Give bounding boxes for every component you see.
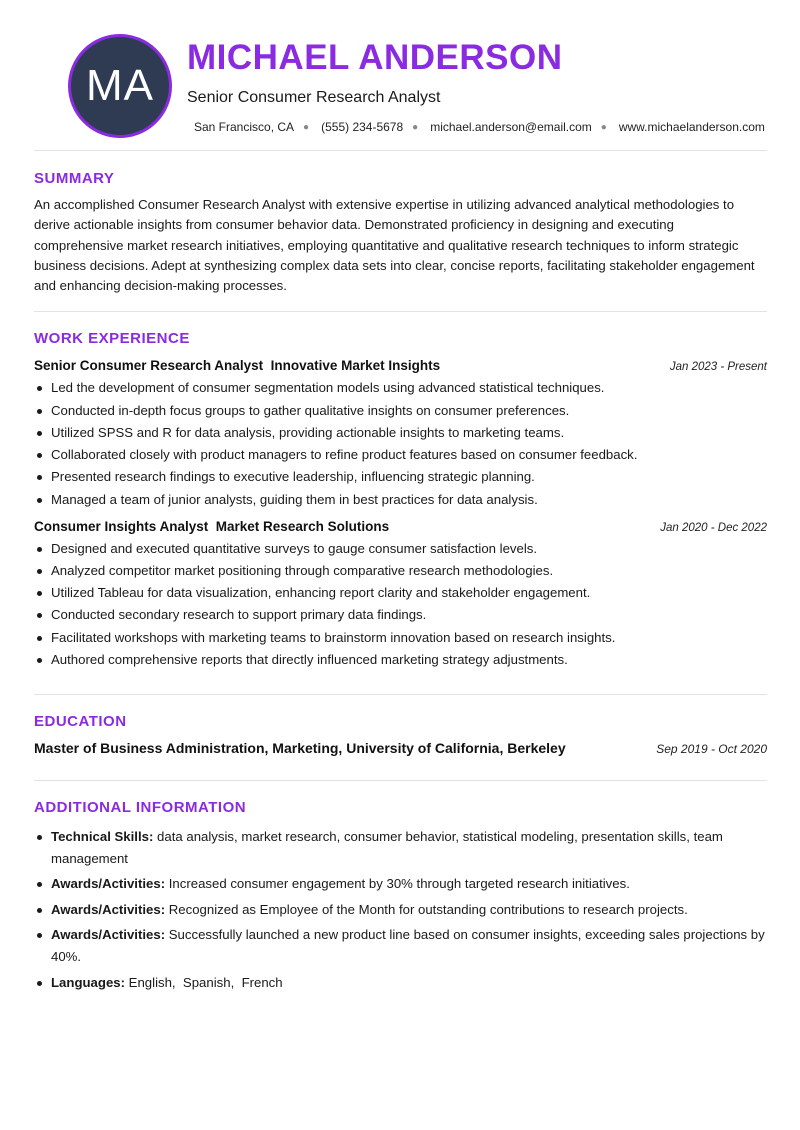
additional-list — [34, 826, 767, 994]
list-item — [34, 873, 767, 895]
contact-phone: (555) 234-5678 — [321, 120, 404, 134]
list-item: Utilized SPSS and R for data analysis, providing actionable insights to marketing teams. — [34, 422, 767, 444]
list-item — [34, 826, 767, 870]
item-text: Recognized as Employee of the Month for outstanding contributions to research projects. — [165, 901, 688, 917]
list-item — [34, 972, 767, 994]
bullet-separator-icon: ● — [303, 121, 310, 133]
list-item: Collaborated closely with product managers to refine product features based on consumer feedback. — [34, 444, 767, 466]
job-title: Consumer Insights Analyst Market Research Solutions — [34, 518, 390, 534]
item-label: Languages: — [51, 975, 126, 991]
degree-title: Master of Business Administration, Marketing, University of California, Berkeley — [34, 739, 566, 756]
list-item: Managed a team of junior analysts, guiding them in best practices for data analysis. — [34, 489, 767, 511]
item-text: English, Spanish, French — [125, 975, 283, 991]
job-entry — [34, 519, 767, 671]
list-item: Conducted in-depth focus groups to gather qualitative insights on consumer preferences. — [34, 400, 767, 422]
job-bullets — [34, 377, 767, 510]
bullet-separator-icon: ● — [412, 121, 419, 133]
section-heading-education: EDUCATION — [34, 712, 127, 730]
contact-row — [194, 120, 765, 134]
job-entry — [34, 358, 767, 510]
list-item: Analyzed competitor market positioning through comparative research methodologies. — [34, 560, 767, 582]
experience-section — [34, 312, 767, 670]
additional-section — [34, 781, 767, 994]
summary-section — [34, 151, 767, 296]
list-item: Utilized Tableau for data visualization, enhancing report clarity and stakeholder engagement. — [34, 582, 767, 604]
list-item: Designed and executed quantitative surveys to gauge consumer satisfaction levels. — [34, 538, 767, 560]
education-date: Sep 2019 - Oct 2020 — [656, 741, 767, 756]
summary-text: An accomplished Consumer Research Analyst with extensive expertise in utilizing advanced analytical methodologies to derive actionable insights from consumer behavior data. Demonstrated proficiency in designing and executing comprehensive market research initiatives, employing quantitative and qualitative research techniques to inform strategic business decisions. Adept at synthesizing complex data sets into clear, concise reports, facilitating stakeholder engagement and enhancing decision-making processes. — [34, 197, 755, 294]
candidate-title: Senior Consumer Research Analyst — [187, 89, 441, 106]
education-section — [34, 695, 767, 756]
candidate-name: MICHAEL ANDERSON — [187, 38, 563, 77]
item-label: Awards/Activities: — [51, 901, 166, 917]
item-label: Technical Skills: — [51, 828, 154, 844]
bullet-separator-icon: ● — [600, 121, 607, 133]
item-label: Awards/Activities: — [51, 926, 166, 942]
list-item: Facilitated workshops with marketing teams to brainstorm innovation based on research insights. — [34, 627, 767, 649]
list-item: Led the development of consumer segmentation models using advanced statistical techniques. — [34, 377, 767, 399]
item-text: Successfully launched a new product line based on consumer insights, exceeding sales projections by 40%. — [51, 926, 765, 964]
list-item — [34, 924, 767, 968]
item-text: Increased consumer engagement by 30% through targeted research initiatives. — [165, 876, 630, 892]
item-text: data analysis, market research, consumer behavior, statistical modeling, presentation skills, team management — [51, 828, 723, 867]
job-title: Senior Consumer Research Analyst Innovative Market Insights — [34, 358, 441, 374]
item-label: Awards/Activities: — [51, 876, 166, 892]
list-item: Conducted secondary research to support primary data findings. — [34, 604, 767, 626]
job-date: Jan 2020 - Dec 2022 — [660, 521, 767, 534]
job-bullets — [34, 538, 767, 671]
list-item — [34, 899, 767, 921]
list-item: Presented research findings to executive leadership, influencing strategic planning. — [34, 466, 767, 488]
section-heading-experience: WORK EXPERIENCE — [34, 330, 190, 348]
contact-email[interactable]: michael.anderson@email.com — [430, 120, 592, 134]
avatar — [68, 34, 172, 138]
job-date: Jan 2023 - Present — [669, 361, 767, 374]
section-heading-summary: SUMMARY — [34, 170, 115, 187]
section-heading-additional: ADDITIONAL INFORMATION — [34, 798, 247, 816]
avatar-initials: MA — [86, 61, 154, 110]
contact-website[interactable]: www.michaelanderson.com — [618, 120, 765, 134]
list-item: Authored comprehensive reports that directly influenced marketing strategy adjustments. — [34, 649, 767, 671]
contact-location: San Francisco, CA — [194, 120, 295, 134]
resume-header — [34, 0, 767, 150]
